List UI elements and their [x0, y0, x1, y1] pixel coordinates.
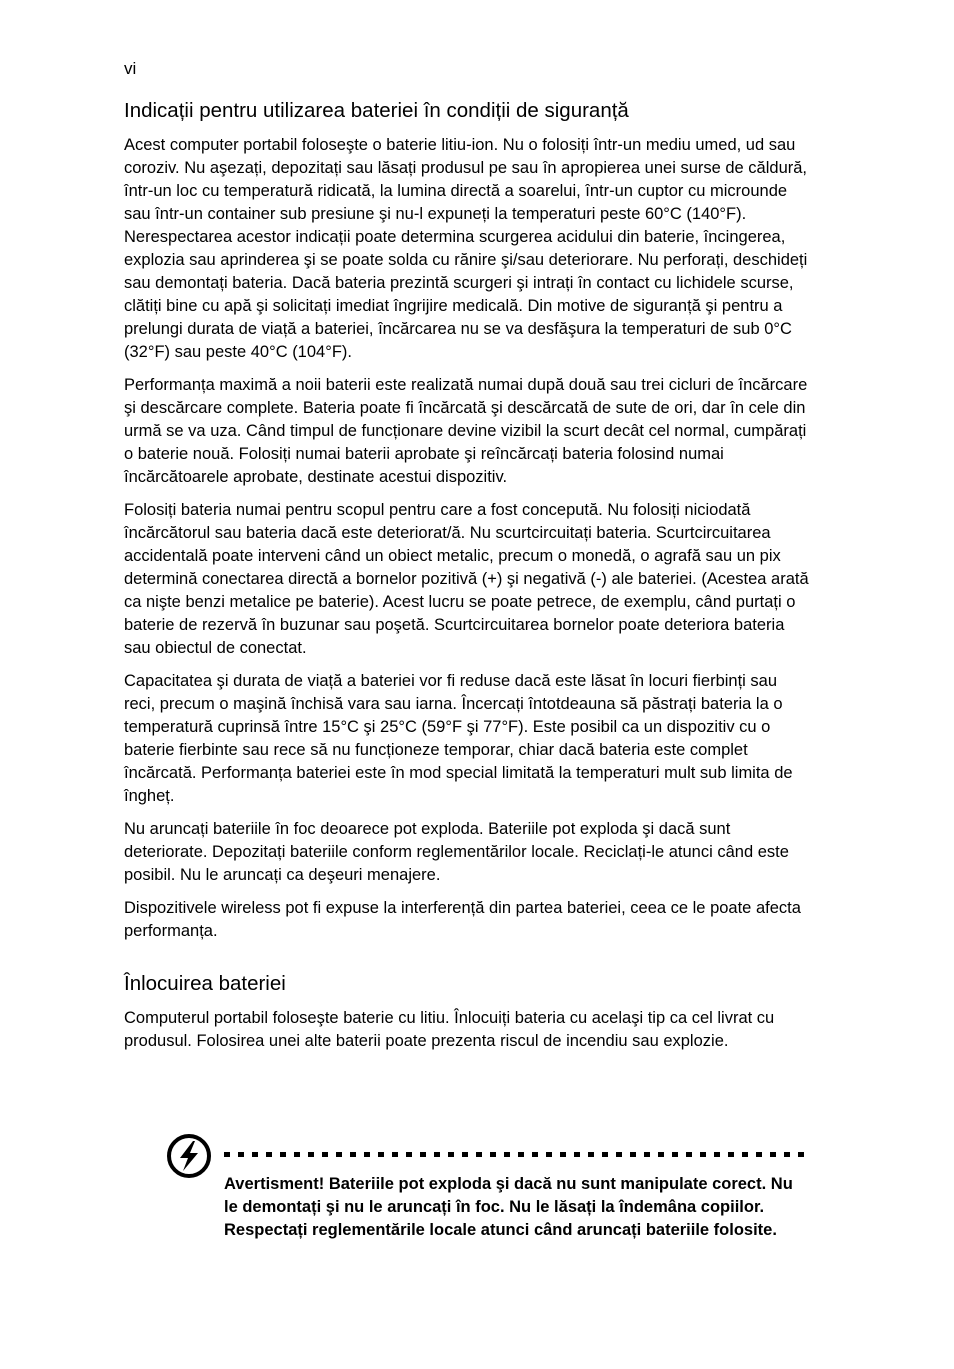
paragraph-battery-replacement: Computerul portabil foloseşte baterie cu litiu. Înlocuiți bateria cu acelaşi tip ca cel livrat cu produsul. Folosirea unei alte baterii poate prezenta riscul de incendiu sau explozie. — [124, 1009, 775, 1050]
paragraph-battery-disposal: Nu aruncați bateriile în foc deoarece pot exploda. Bateriile pot exploda şi dacă sunt deteriorate. Depozitați bateriile conform reglementărilor locale. Reciclați-le atunci când este posibil. Nu le aruncați ca deşeuri menajere. — [124, 820, 789, 884]
paragraph-battery-short-circuit: Folosiți bateria numai pentru scopul pentru care a fost concepută. Nu folosiți niciodată încărcătorul sau bateria dacă este deteriorat/ă. Nu scurtcircuitați bateria. Scurtcircuitarea accidentală poate interveni când un obiect metalic, precum o monedă, o agrafă sau un pix determină conectarea directă a bornelor pozitivă (+) şi negativă (-) ale bateriei. (Acestea arată ca nişte benzi metalice pe baterie). Acest lucru se poate petrece, de exemplu, când purtați o baterie de rezervă în buzunar sau poşetă. Scurtcircuitarea bornelor poate deteriora bateria sau obiectul de conectat. — [124, 501, 809, 657]
page-content — [124, 98, 810, 1063]
section-title-battery-safety: Indicații pentru utilizarea bateriei în condiții de siguranță — [124, 99, 629, 122]
paragraph-battery-interference: Dispozitivele wireless pot fi expuse la interferență din partea bateriei, ceea ce le poate afecta performanța. — [124, 899, 801, 940]
lightning-warning-icon — [166, 1133, 212, 1179]
section-title-battery-replacement: Înlocuirea bateriei — [124, 972, 286, 995]
warning-dotted-rule — [224, 1152, 810, 1157]
paragraph-battery-usage: Acest computer portabil foloseşte o baterie litiu-ion. Nu o folosiți într-un mediu umed, ud sau coroziv. Nu aşezați, depozitați sau lăsați produsul pe sau în apropierea unei surse de căldură, într-un loc cu temperatură ridicată, la lumina directă a soarelui, într-un cuptor cu microunde sau într-un container sub presiune şi nu-l expuneți la temperaturi peste 60°C (140°F). Nerespectarea acestor indicații poate determina scurgerea acidului din baterie, încingerea, explozia sau aprinderea şi se poate solda cu rănire şi/sau deteriorare. Nu perforați, deschideți sau demontați bateria. Dacă bateria prezintă scurgeri şi intrați în contact cu lichidele scurse, clătiți bine cu apă şi solicitați imediat îngrijire medicală. Din motive de siguranță şi pentru a prelungi durata de viață a bateriei, încărcarea nu se va desfăşura la temperaturi de sub 0°C (32°F) sau peste 40°C (104°F). — [124, 136, 808, 361]
warning-text: Avertisment! Bateriile pot exploda şi dacă nu sunt manipulate corect. Nu le demontați şi nu le aruncați în foc. Nu le lăsați la îndemâna copiilor. Respectați reglementările locale atunci când aruncați bateriile folosite. — [224, 1175, 793, 1239]
page-number: vi — [124, 59, 137, 78]
warning-box — [166, 1133, 814, 1273]
paragraph-battery-temperature: Capacitatea şi durata de viață a bateriei vor fi reduse dacă este lăsat în locuri fierbinți sau reci, precum o maşină închisă vara sau iarna. Încercați întotdeauna să păstrați bateria la o temperatură cuprinsă între 15°C şi 25°C (59°F şi 77°F). Este posibil ca un dispozitiv cu o baterie fierbinte sau rece să nu funcționeze temporar, chiar dacă bateria este complet încărcată. Performanța bateriei este în mod special limitată la temperaturi mult sub limita de îngheț. — [124, 672, 793, 805]
paragraph-battery-performance: Performanța maximă a noii baterii este realizată numai după două sau trei cicluri de încărcare şi descărcare complete. Bateria poate fi încărcată şi descărcată de sute de ori, dar în cele din urmă se va uza. Când timpul de funcționare devine vizibil la scurt decât cel normal, cumpărați o baterie nouă. Folosiți numai baterii aprobate şi reîncărcați bateria folosind numai încărcătoarele aprobate, destinate acestui dispozitiv. — [124, 376, 808, 486]
